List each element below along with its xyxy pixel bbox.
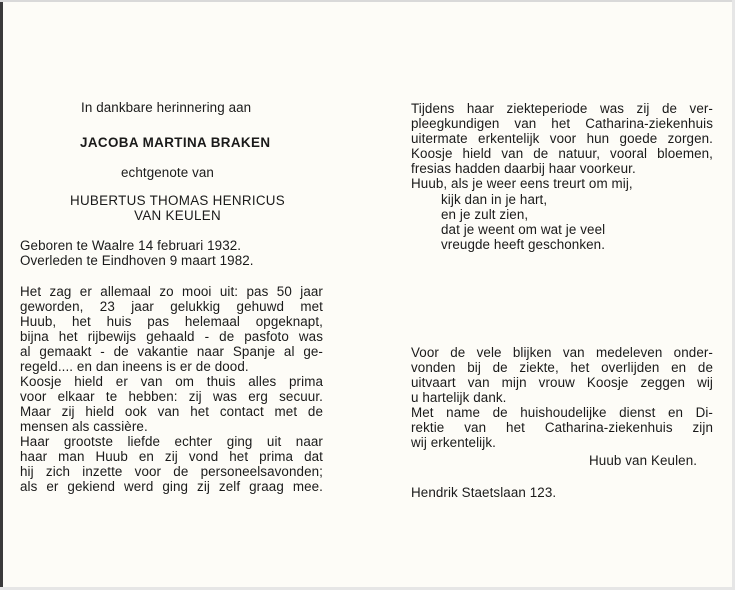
right-text-line: Huub, als je weer eens treurt om mij, — [411, 176, 633, 191]
poem-line: dat je weent om wat je veel — [441, 222, 606, 237]
left-text-line: Het zag er allemaal zo mooi uit: pas 50 jaar — [20, 284, 323, 299]
deceased-name: JACOBA MARTINA BRAKEN — [80, 135, 271, 150]
right-text-line: Koosje hield van de natuur, vooral bloemen, — [411, 146, 713, 161]
thanks-line: Voor de vele blijken van medeleven onder- — [411, 345, 713, 360]
left-text-line: al gemaakt - de vakantie naar Spanje al ge- — [20, 344, 323, 359]
left-text-line: Huub, het huis pas helemaal opgeknapt, — [20, 314, 323, 329]
thanks-line: u hartelijk dank. — [411, 390, 507, 405]
spouse-name-line-1: HUBERTUS THOMAS HENRICUS — [69, 193, 286, 208]
signature: Huub van Keulen. — [589, 453, 698, 468]
left-text-line: voor elkaar te hebben: zij was erg secuur. — [20, 389, 323, 404]
spouse-name-line-2: VAN KEULEN — [134, 208, 221, 223]
right-text-line: fresias hadden daarbij haar voorkeur. — [411, 161, 636, 176]
left-text-line: haar man Huub en zij vond het prima dat — [20, 449, 323, 464]
poem-line: kijk dan in je hart, — [441, 192, 548, 207]
address: Hendrik Staetslaan 123. — [411, 485, 557, 500]
left-text-line: Maar zij hield ook van het contact met de — [20, 404, 323, 419]
right-text-line: uitermate erkentelijk voor hun goede zorgen. — [411, 131, 713, 146]
poem-line: vreugde heeft geschonken. — [441, 237, 606, 252]
thanks-line: Met name de huishoudelijke dienst en Di- — [411, 405, 713, 420]
death-line: Overleden te Eindhoven 9 maart 1982. — [20, 253, 254, 268]
intro-line: In dankbare herinnering aan — [81, 100, 252, 115]
poem-line: en je zult zien, — [441, 207, 529, 222]
thanks-line: wij erkentelijk. — [411, 435, 496, 450]
thanks-line: vonden bij de ziekte, het overlijden en de — [411, 360, 713, 375]
left-text-line: hij zich inzette voor de personeelsavonden; — [20, 464, 323, 479]
thanks-line: uitvaart van mijn vrouw Koosje zeggen wij — [411, 375, 713, 390]
right-text-line: pleegkundigen van het Catharina-ziekenhuis — [411, 116, 713, 131]
left-text-line: Koosje hield er van om thuis alles prima — [20, 374, 323, 389]
left-text-line: bijna het rijbewijs gehaald - de pasfoto was — [20, 329, 323, 344]
left-text-line: geworden, 23 jaar gelukkig gehuwd met — [20, 299, 323, 314]
left-text-line: Haar grootste liefde echter ging uit naar — [20, 434, 323, 449]
right-text-line: Tijdens haar ziekteperiode was zij de ver- — [411, 101, 713, 116]
left-text-line: mensen als cassière. — [20, 419, 148, 434]
birth-line: Geboren te Waalre 14 februari 1932. — [20, 238, 242, 253]
left-text-line: regeld.... en dan ineens is er de dood. — [20, 359, 249, 374]
left-text-line: als er gekiend werd ging zij zelf graag mee. — [20, 479, 323, 494]
thanks-line: rektie van het Catharina-ziekenhuis zijn — [411, 420, 713, 435]
spouse-label: echtgenote van — [121, 165, 214, 180]
card-left-edge — [0, 0, 3, 590]
card-top-edge — [0, 0, 735, 2]
